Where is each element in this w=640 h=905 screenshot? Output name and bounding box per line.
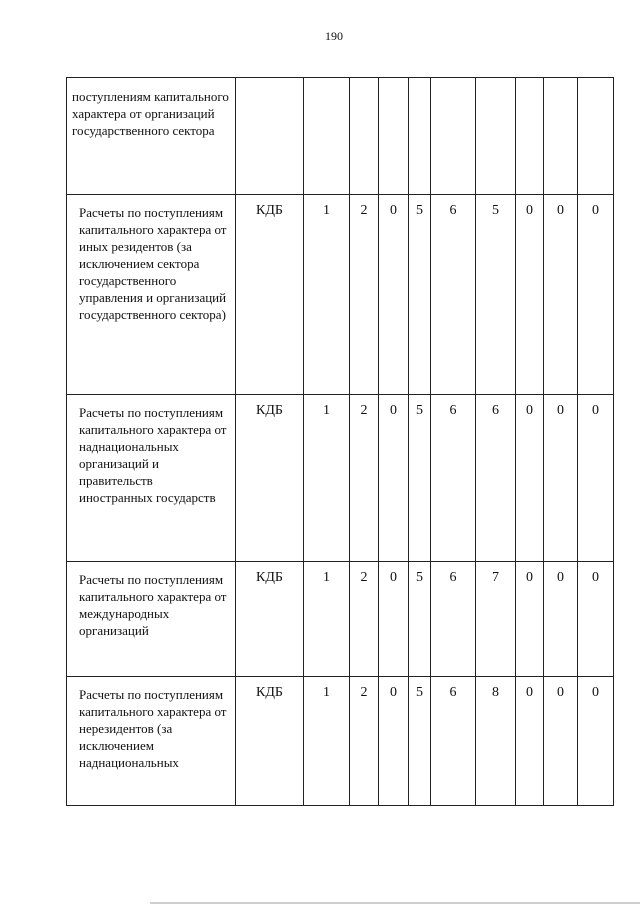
row-digit [544, 78, 578, 195]
table-body [67, 78, 614, 806]
row-code: КДБ [236, 195, 304, 395]
row-digit: 5 [409, 562, 431, 677]
row-digit: 0 [516, 562, 544, 677]
row-digit: 0 [578, 677, 614, 806]
table-row [67, 395, 614, 562]
row-digit: 0 [379, 395, 409, 562]
row-digit: 0 [544, 395, 578, 562]
row-digit: 5 [409, 395, 431, 562]
table-row [67, 195, 614, 395]
row-code: КДБ [236, 677, 304, 806]
row-digit: 0 [578, 195, 614, 395]
row-digit: 0 [544, 677, 578, 806]
row-digit: 5 [409, 677, 431, 806]
row-digit: 6 [476, 395, 516, 562]
row-digit: 2 [350, 677, 379, 806]
row-digit: 5 [409, 195, 431, 395]
row-digit: 6 [431, 395, 476, 562]
row-digit: 2 [350, 395, 379, 562]
row-digit: 8 [476, 677, 516, 806]
row-digit [476, 78, 516, 195]
row-digit [350, 78, 379, 195]
page-bottom-divider [150, 902, 640, 904]
row-description: Расчеты по поступлениям капитального характера от наднациональных организаций и правительств иностранных государств [67, 395, 236, 562]
row-digit: 0 [516, 677, 544, 806]
account-codes-table [66, 77, 614, 806]
row-digit: 0 [379, 562, 409, 677]
table-row [67, 78, 614, 195]
row-description: Расчеты по поступлениям капитального характера от международных организаций [67, 562, 236, 677]
row-digit [578, 78, 614, 195]
row-digit: 1 [304, 195, 350, 395]
row-digit: 0 [544, 562, 578, 677]
row-digit: 0 [578, 562, 614, 677]
table-row [67, 677, 614, 806]
page-number: 190 [325, 29, 343, 43]
row-digit: 1 [304, 677, 350, 806]
row-digit: 5 [476, 195, 516, 395]
row-digit: 6 [431, 562, 476, 677]
row-digit [379, 78, 409, 195]
row-digit: 1 [304, 562, 350, 677]
row-description: Расчеты по поступлениям капитального характера от иных резидентов (за исключением сектора государственного управления и организаций государственного сектора) [67, 195, 236, 395]
row-digit: 6 [431, 677, 476, 806]
row-code: КДБ [236, 562, 304, 677]
row-description: Расчеты по поступлениям капитального характера от нерезидентов (за исключением наднациональных [67, 677, 236, 806]
row-digit: 0 [544, 195, 578, 395]
row-code [236, 78, 304, 195]
row-digit: 6 [431, 195, 476, 395]
table-row [67, 562, 614, 677]
row-digit: 0 [379, 677, 409, 806]
row-digit [304, 78, 350, 195]
row-digit: 2 [350, 195, 379, 395]
row-digit: 0 [516, 395, 544, 562]
row-digit [409, 78, 431, 195]
row-digit [431, 78, 476, 195]
row-code: КДБ [236, 395, 304, 562]
row-digit: 0 [578, 395, 614, 562]
row-digit: 0 [516, 195, 544, 395]
row-digit: 2 [350, 562, 379, 677]
row-digit: 7 [476, 562, 516, 677]
row-digit [516, 78, 544, 195]
row-description: поступлениям капитального характера от организаций государственного сектора [67, 78, 236, 195]
row-digit: 1 [304, 395, 350, 562]
row-digit: 0 [379, 195, 409, 395]
